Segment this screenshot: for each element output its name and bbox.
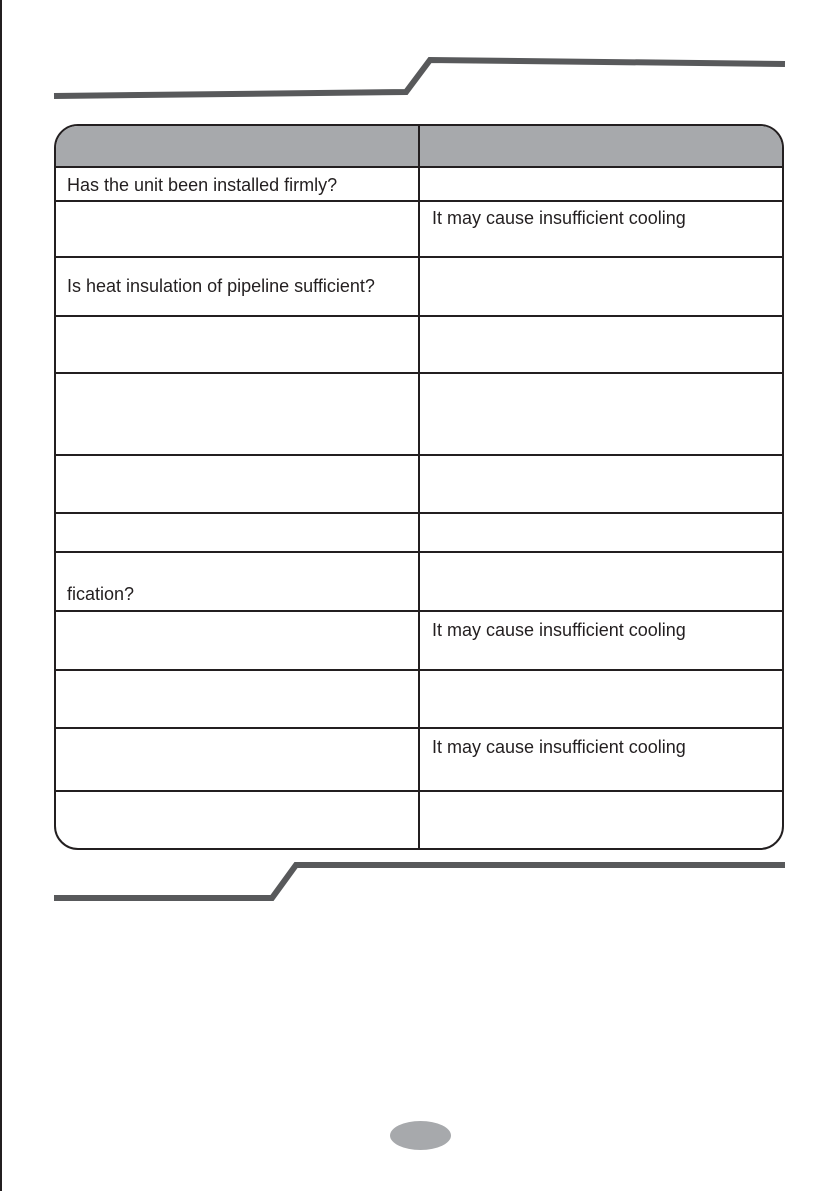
table-cell-item: Has the unit been installed firmly? bbox=[67, 175, 338, 195]
table-cell-consequence: It may cause insufficient cooling bbox=[432, 208, 686, 228]
page-number-badge bbox=[390, 1121, 451, 1150]
table-cell-consequence: It may cause insufficient cooling bbox=[432, 737, 686, 757]
table-cell-item: Is heat insulation of pipeline sufficient? bbox=[67, 276, 375, 296]
table-cell-item: fication? bbox=[67, 584, 135, 604]
table-cell-consequence: It may cause insufficient cooling bbox=[432, 620, 686, 640]
